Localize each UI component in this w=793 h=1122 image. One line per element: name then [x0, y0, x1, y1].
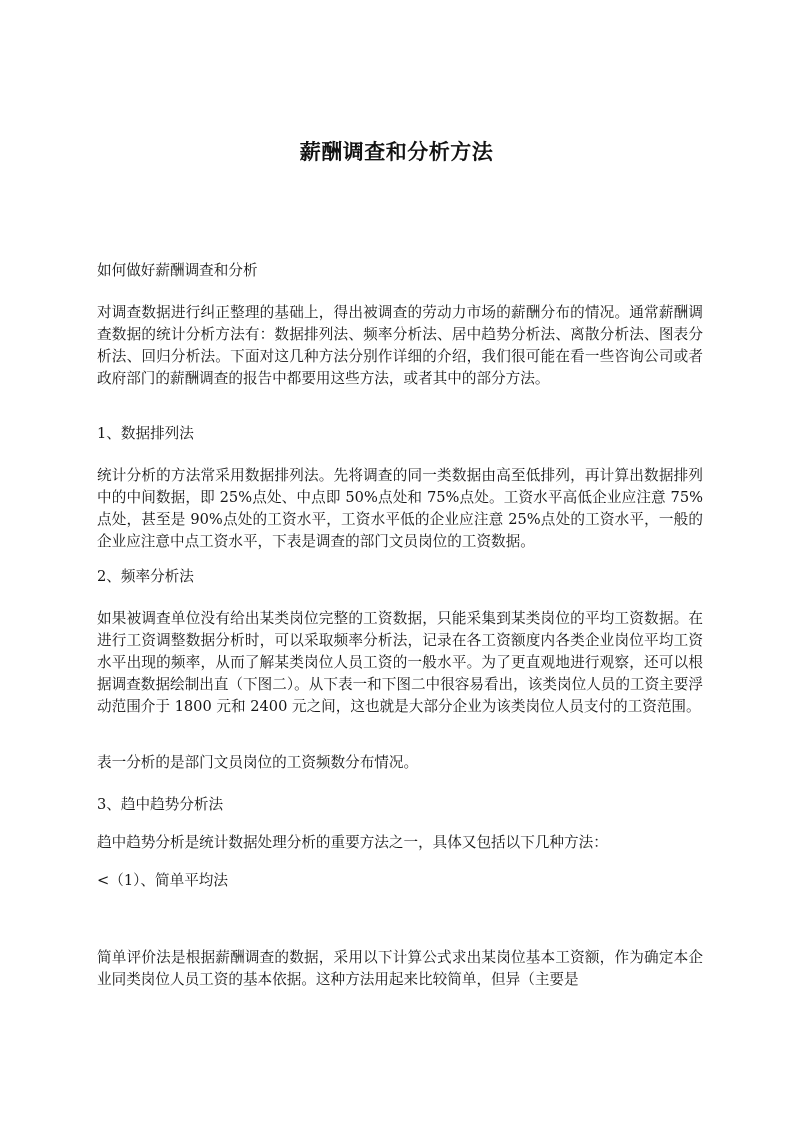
section-1-paragraph: 统计分析的方法常采用数据排列法。先将调查的同一类数据由高至低排列，再计算出数据排列中的中间数据，即 25%点处、中点即 50%点处和 75%点处。工资水平高低企业应注意 75%点处，甚至是 90%点处的工资水平，工资水平低的企业应注意 25%点处的工资水平，一般的企业应注意中点工资水平，下表是调查的部门文员岗位的工资数据。	[97, 467, 703, 550]
subheading-text: （1）、简单平均法	[109, 872, 228, 889]
section-3-paragraph: 趋中趋势分析是统计数据处理分析的重要方法之一，具体又包括以下几种方法：	[97, 834, 608, 851]
section-2-paragraph: 如果被调查单位没有给出某类岗位完整的工资数据，只能采集到某类岗位的平均工资数据。在进行工资调整数据分析时，可以采取频率分析法，记录在各工资额度内各类企业岗位平均工资水平出现的频率，从而了解某类岗位人员工资的一般水平。为了更直观地进行观察，还可以根据调查数据绘制出直（下图二）。从下表一和下图二中很容易看出，该类岗位人员的工资主要浮动范围介于 1800 元和 2400 元之间，这也就是大部分企业为该类岗位人员支付的工资范围。	[97, 610, 703, 715]
document-title: 薪酬调查和分析方法	[299, 140, 494, 164]
section-3-heading: 3、趋中趋势分析法	[97, 796, 224, 813]
section-3-subheading	[97, 870, 703, 892]
subheading-prefix: <	[97, 872, 110, 889]
intro-paragraph: 对调查数据进行纠正整理的基础上，得出被调查的劳动力市场的薪酬分布的情况。通常薪酬调查数据的统计分析方法有：数据排列法、频率分析法、居中趋势分析法、离散分析法、图表分析法、回归分析法。下面对这几种方法分别作详细的介绍，我们很可能在看一些咨询公司或者政府部门的薪酬调查的报告中都要用这些方法，或者其中的部分方法。	[97, 304, 703, 387]
section-2-heading: 2、频率分析法	[97, 568, 194, 585]
section-1-heading: 1、数据排列法	[97, 425, 194, 442]
section-3-subparagraph: 简单评价法是根据薪酬调查的数据，采用以下计算公式求出某岗位基本工资额，作为确定本企业同类岗位人员工资的基本依据。这种方法用起来比较简单，但异（主要是	[97, 949, 703, 988]
document-subtitle: 如何做好薪酬调查和分析	[97, 262, 258, 279]
section-2-note: 表一分析的是部门文员岗位的工资频数分布情况。	[97, 754, 419, 771]
